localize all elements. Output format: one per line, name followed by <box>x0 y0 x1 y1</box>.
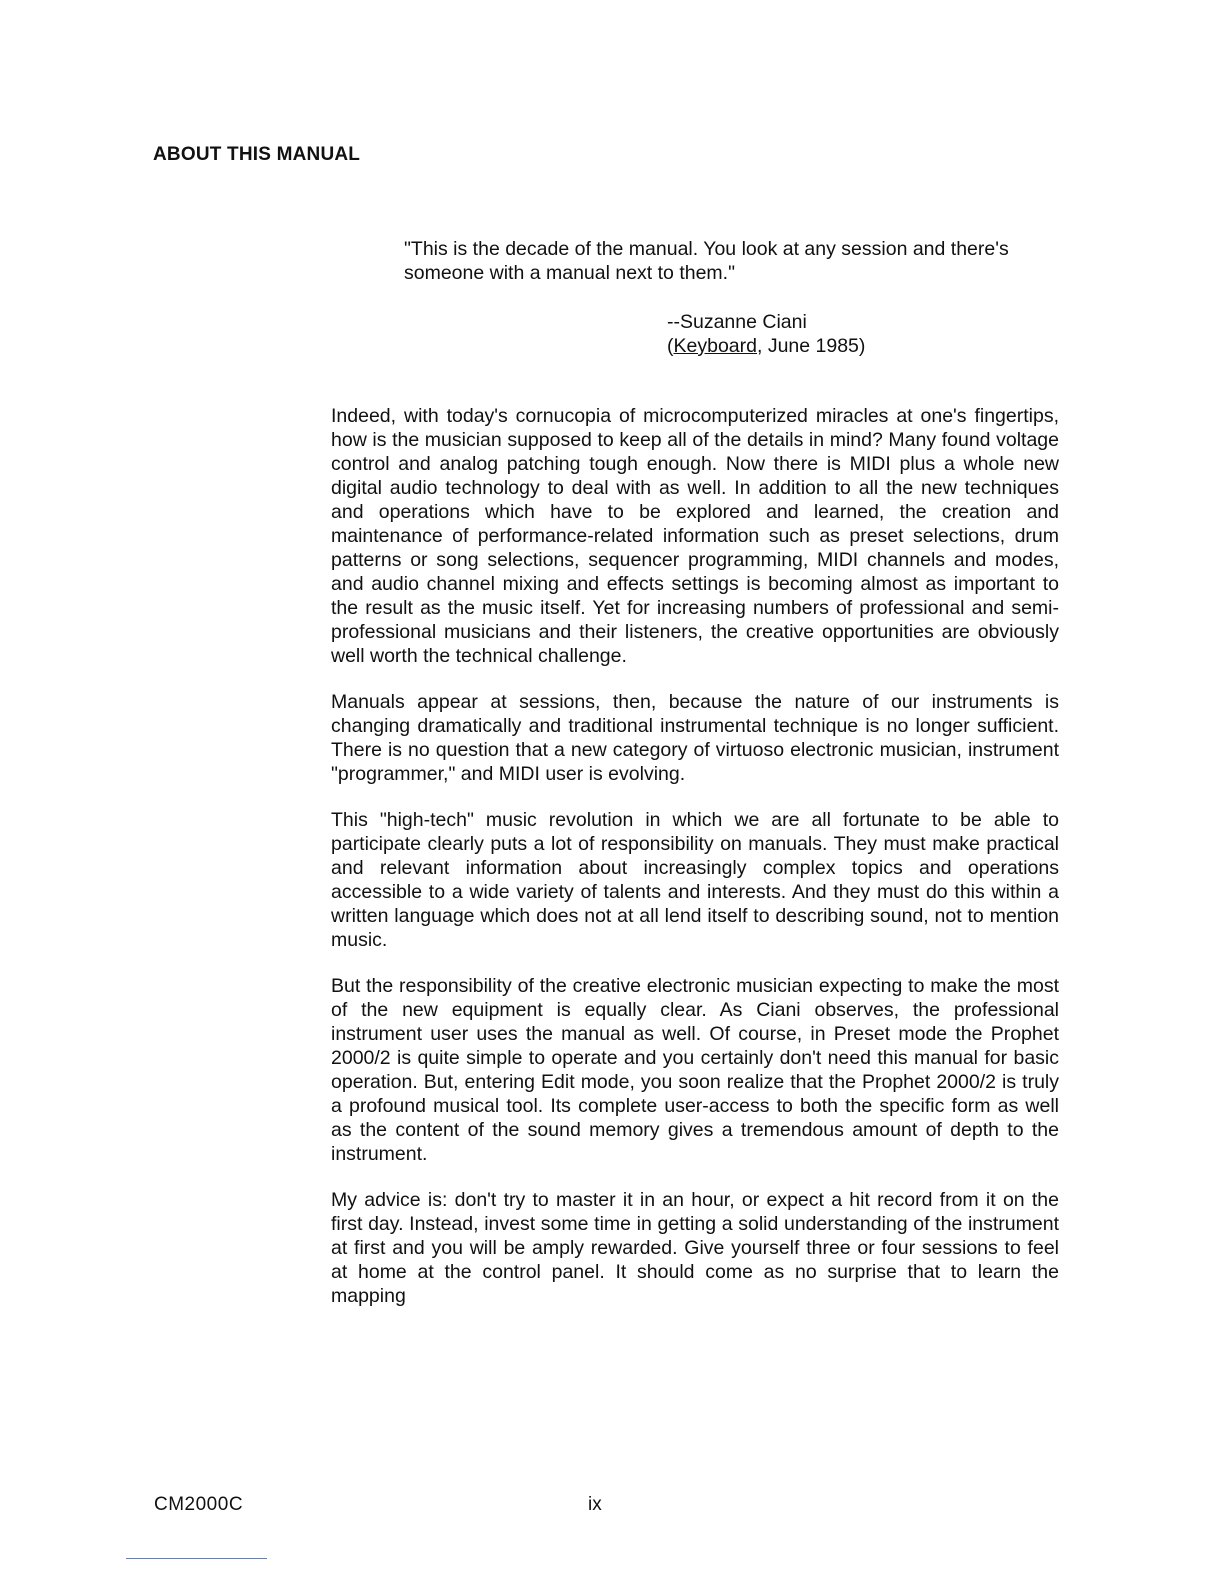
paragraph: This "high-tech" music revolution in which we are all fortunate to be able to participate clearly puts a lot of responsibility on manuals. They must make practical and relevant information about increasingly complex topics and operations accessible to a wide variety of talents and interests. And they must do this within a written language which does not at all lend itself to describing sound, not to mention music. <box>331 809 1059 951</box>
footnote-rule <box>126 1558 267 1559</box>
paragraph: My advice is: don't try to master it in an hour, or expect a hit record from it on the first day. Instead, invest some time in getting a solid understanding of the instrument at first and you will be amply rewarded. Give yourself three or four sessions to feel at home at the control panel. It should come as no surprise that to learn the mapping <box>331 1189 1059 1307</box>
quote-source-prefix: ( <box>667 335 674 357</box>
paragraph: But the responsibility of the creative electronic musician expecting to make the most of the new equipment is equally clear. As Ciani observes, the professional instrument user uses the manual as well. Of course, in Preset mode the Prophet 2000/2 is quite simple to operate and you certainly don't need this manual for basic operation. But, entering Edit mode, you soon realize that the Prophet 2000/2 is truly a profound musical tool. Its complete user-access to both the specific form as well as the content of the sound memory gives a tremendous amount of depth to the instrument. <box>331 975 1059 1165</box>
body-text <box>331 404 1059 1330</box>
quote-author: --Suzanne Ciani <box>667 311 807 333</box>
paragraph: Manuals appear at sessions, then, because the nature of our instruments is changing dramatically and traditional instrumental technique is no longer sufficient. There is no question that a new category of virtuoso electronic musician, instrument "programmer," and MIDI user is evolving. <box>331 691 1059 785</box>
paragraph: Indeed, with today's cornucopia of microcomputerized miracles at one's fingertips, how is the musician supposed to keep all of the details in mind? Many found voltage control and analog patching tough enough. Now there is MIDI plus a whole new digital audio technology to deal with as well. In addition to all the new techniques and operations which have to be explored and learned, the creation and maintenance of performance-related information such as preset selections, drum patterns or song selections, sequencer programming, MIDI channels and modes, and audio channel mixing and effects settings is becoming almost as important to the result as the music itself. Yet for increasing numbers of professional and semi-professional musicians and their listeners, the creative opportunities are obviously well worth the technical challenge. <box>331 405 1059 667</box>
epigraph-quote: "This is the decade of the manual. You look at any session and there's someone with a manual next to them." <box>404 238 1009 284</box>
page-number: ix <box>588 1494 602 1515</box>
document-code: CM2000C <box>154 1494 244 1515</box>
quote-source <box>667 334 865 358</box>
epigraph-attribution <box>667 310 865 358</box>
quote-source-title: Keyboard, <box>673 335 763 357</box>
section-heading: ABOUT THIS MANUAL <box>153 144 361 165</box>
quote-source-date: June 1985) <box>762 335 866 357</box>
